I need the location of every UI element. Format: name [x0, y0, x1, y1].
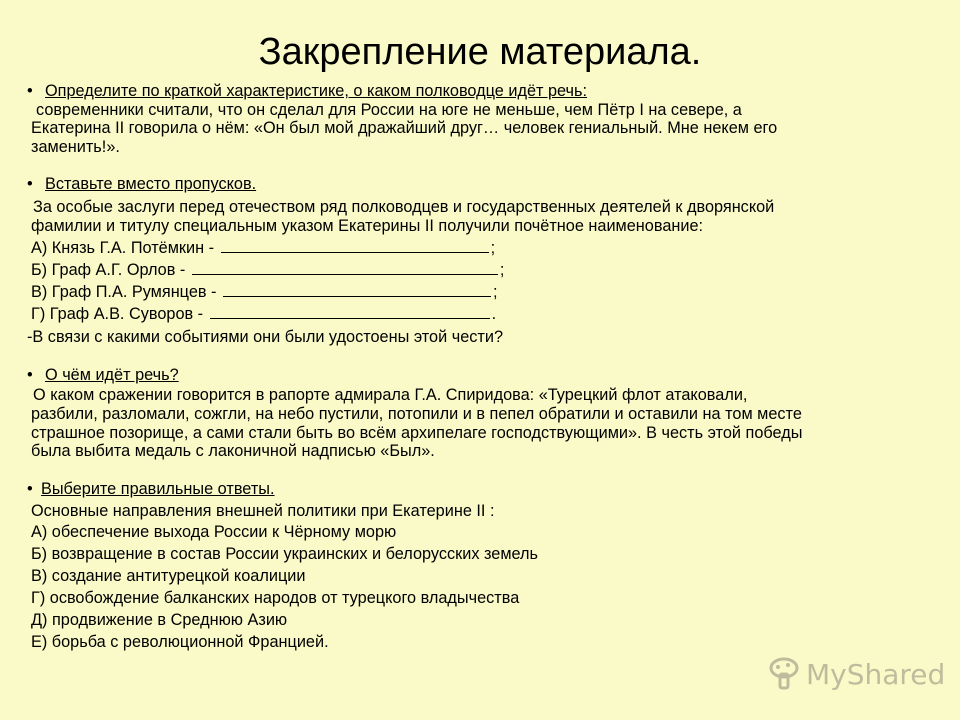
fill-blank-line[interactable]: [192, 260, 498, 275]
fill-blank-line[interactable]: [221, 238, 489, 253]
question-4-intro: Основные направления внешней политики при Екатерине II :: [31, 502, 495, 521]
fill-blank-row-a: [27, 237, 927, 259]
question-3-line-1: О каком сражении говорится в рапорте адмирала Г.А. Спиридова: «Турецкий флот атаковали,: [33, 386, 748, 405]
answer-option[interactable]: Г) освобождение балканских народов от турецкого владычества: [31, 588, 520, 607]
question-2-title: Вставьте вместо пропусков.: [45, 175, 257, 194]
answer-option[interactable]: Е) борьба с революционной Францией.: [31, 632, 329, 651]
fill-blank-label: Б) Граф А.Г. Орлов -: [31, 261, 186, 280]
bullet: •: [27, 365, 33, 384]
slide-content: [27, 82, 927, 653]
question-2-heading: [27, 175, 927, 194]
question-2-followup: -В связи с какими событиями они были удостоены этой чести?: [27, 328, 504, 347]
fill-blank-end: ;: [493, 283, 498, 302]
answer-option[interactable]: Б) возвращение в состав России украинских и белорусских земель: [31, 544, 539, 563]
question-1-line-2: Екатерина II говорила о нём: «Он был мой дражайший друг… человек гениальный. Мне некем его: [31, 119, 778, 138]
question-1-line-3: заменить!».: [31, 137, 120, 156]
watermark: [766, 654, 945, 694]
question-1-line-1: современники считали, что он сделал для России на юге не меньше, чем Пётр I на севере, а: [36, 100, 742, 119]
fill-blank-end: .: [491, 305, 497, 324]
question-1-heading: [27, 82, 927, 101]
question-2-line-2: фамилии и титулу специальным указом Екатерины II получили почётное наименование:: [31, 216, 704, 235]
question-3-title: О чём идёт речь?: [45, 365, 179, 384]
fill-blank-row-c: [27, 281, 927, 303]
bullet: •: [27, 82, 33, 100]
fill-blank-label: В) Граф П.А. Румянцев -: [31, 283, 217, 302]
fill-blank-row-b: [27, 259, 927, 281]
question-4-title: Выберите правильные ответы.: [41, 479, 275, 498]
fill-blank-line[interactable]: [223, 282, 491, 297]
question-3-line-2: разбили, разломали, сожгли, на небо пустили, потопили и в пепел обратили и оставили на том месте: [31, 404, 802, 423]
question-4-heading: [27, 480, 927, 499]
question-3-line-4: была выбита медаль с лаконичной надписью «Был».: [31, 442, 435, 461]
mushroom-cloud-icon: [766, 656, 802, 692]
bullet: •: [27, 479, 33, 498]
answer-option[interactable]: А) обеспечение выхода России к Чёрному морю: [31, 522, 397, 541]
question-3-heading: [27, 366, 927, 385]
fill-blank-row-d: [27, 303, 927, 325]
fill-blank-end: ;: [499, 261, 505, 280]
fill-blank-end: ;: [490, 239, 496, 258]
fill-blank-label: А) Князь Г.А. Потёмкин -: [31, 239, 215, 258]
question-3-line-3: страшное позорище, а сами стали быть во всём архипелаге господствующими». В честь этой победы: [31, 423, 803, 442]
answer-option[interactable]: В) создание антитурецкой коалиции: [31, 566, 306, 585]
question-2-line-1: За особые заслуги перед отечеством ряд полководцев и государственных деятелей к дворянской: [33, 197, 775, 216]
fill-blank-label: Г) Граф А.В. Суворов -: [31, 305, 204, 324]
fill-blank-line[interactable]: [210, 304, 490, 319]
question-1-title: Определите по краткой характеристике, о каком полководце идёт речь:: [45, 82, 588, 100]
answer-option[interactable]: Д) продвижение в Среднюю Азию: [31, 610, 288, 629]
watermark-text: MyShared: [806, 657, 946, 691]
page-title: Закрепление материала.: [258, 31, 702, 73]
bullet: •: [27, 175, 33, 194]
